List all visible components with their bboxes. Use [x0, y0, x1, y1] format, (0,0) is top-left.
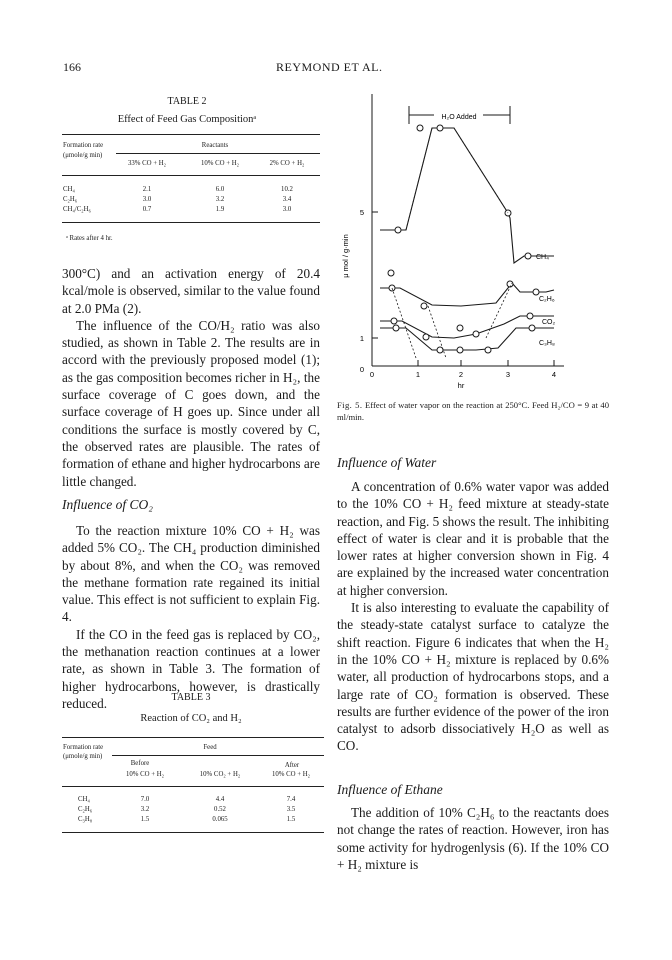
x-tick-label: 4 — [551, 370, 557, 379]
table-3-rowhead-unit: (μmole/g min) — [63, 753, 103, 760]
table-2-col-header: 33% CO + H₂ — [127, 160, 167, 167]
series-label-co2: CO₂ — [542, 319, 556, 326]
table-row-label: C₂H₆ — [63, 196, 78, 203]
table-3-col-header: 10% CO + H₂ — [271, 771, 311, 778]
series-c3h8-line — [380, 328, 554, 350]
x-tick-label: 1 — [415, 370, 421, 379]
x-tick-label: 3 — [505, 370, 511, 379]
table-row-label: C₃H₈ — [78, 816, 93, 823]
running-head: REYMOND ET AL. — [276, 60, 383, 74]
data-point-marker — [417, 125, 423, 131]
paragraph: To the reaction mixture 10% CO + H₂ was added 5% CO₂. The CH₄ production diminished by about 8%, and when the CO₂ was removed the methane formation rate regained its initial value. This effect is not sufficient to explain Fig. 4. — [62, 523, 320, 625]
paragraph: The addition of 10% C₂H₆ to the reactants does not change the rates of reaction. However, iron has some activity for hydrogenlysis (6). If the 10% CO + H₂ mixture is — [337, 805, 609, 872]
table-cell: 0.52 — [214, 806, 226, 813]
series-co2-line — [380, 316, 554, 338]
y-tick-label: 1 — [359, 334, 365, 343]
table-3-label: TABLE 3 — [171, 692, 211, 703]
table-row-label: CH₄/C₂H₆ — [63, 206, 91, 213]
table-cell: 3.5 — [286, 806, 296, 813]
section-heading-co2: Influence of CO₂ — [62, 497, 153, 512]
dashed-connector — [486, 283, 512, 338]
table-cell: 1.5 — [286, 816, 296, 823]
data-point-marker — [457, 325, 463, 331]
series-label-ch4: CH₄ — [536, 254, 549, 261]
table-3-group-head: Feed — [203, 744, 217, 751]
table-cell: 3.2 — [140, 806, 150, 813]
data-point-marker — [473, 331, 479, 337]
data-point-marker — [423, 334, 429, 340]
table-row-label: CH₄ — [78, 796, 90, 803]
section-heading-ethane: Influence of Ethane — [337, 782, 443, 797]
table-2-rowhead-unit: (μmole/g min) — [63, 152, 103, 159]
table-cell: 7.4 — [286, 796, 296, 803]
figure-5-caption — [337, 400, 609, 423]
water-added-annotation: H₂O Added — [441, 114, 477, 121]
table-cell: 10.2 — [281, 186, 293, 193]
table-2-label: TABLE 2 — [167, 96, 207, 107]
table-cell: 6.0 — [215, 186, 225, 193]
series-c2h6-line — [380, 283, 554, 306]
x-axis-label: hr — [457, 381, 465, 390]
series-label-c2h6: C₂H₆ — [539, 296, 555, 303]
table-cell: 0.065 — [212, 816, 228, 823]
table-3-col-header: 10% CO + H₂ — [125, 771, 165, 778]
table-2-group-head: Reactants — [201, 142, 229, 149]
data-point-marker — [393, 325, 399, 331]
table-row-label: C₂H₆ — [78, 806, 93, 813]
right-column-text-2 — [337, 804, 609, 873]
table-2-rowhead: Formation rate — [63, 142, 104, 149]
data-point-marker — [533, 289, 539, 295]
table-cell: 1.5 — [140, 816, 150, 823]
data-point-marker — [485, 347, 491, 353]
x-tick-label: 2 — [458, 370, 464, 379]
paragraph: If the CO in the feed gas is replaced by CO₂, the methanation reaction continues at a lower rate, as shown in Table 3. The formation of higher hydrocarbons, however, is drastically reduced. — [62, 626, 320, 711]
table-2-title: Effect of Feed Gas Compositionᵃ — [117, 114, 257, 125]
table-3-rowhead: Formation rate — [63, 744, 104, 751]
right-column-text-1 — [337, 478, 609, 755]
table-cell: 7.0 — [140, 796, 150, 803]
paragraph: It is also interesting to evaluate the capability of the steady-state catalyst surface to catalyze the shift reaction. Figure 6 indicates that when the H₂ in the 10% CO + H₂ mixture is replaced by 0.6% water, all production of hydrocarbons stops, and a large rate of CO₂ formation is observed. These results are further evidence of the power of the iron catalyst to adsorb dissociatively H₂O as well as CO. — [337, 600, 609, 754]
series-label-c3h8: C₃H₈ — [539, 340, 555, 347]
data-point-marker — [525, 253, 531, 259]
y-tick-label: 5 — [359, 208, 365, 217]
y-axis-label: μ mol / g·min — [341, 234, 350, 278]
table-3-sub-before: Before — [130, 760, 150, 767]
data-point-marker — [437, 125, 443, 131]
table-3-col-header: 10% CO₂ + H₂ — [199, 771, 241, 778]
table-2-footnote: ᵃ Rates after 4 hr. — [66, 235, 113, 242]
table-cell: 3.4 — [282, 196, 292, 203]
data-point-marker — [527, 313, 533, 319]
data-point-marker — [388, 270, 394, 276]
left-column-text-1 — [62, 265, 320, 490]
left-column-text-2 — [62, 522, 320, 712]
table-cell: 2.1 — [142, 186, 152, 193]
figure-5-caption-label: Fig. 5. — [337, 400, 363, 410]
table-3-sub-after: After — [284, 762, 300, 769]
y-origin-label: 0 — [359, 365, 365, 374]
section-heading-water: Influence of Water — [337, 455, 437, 470]
data-point-marker — [391, 318, 397, 324]
paragraph: A concentration of 0.6% water vapor was added to the 10% CO + H₂ feed mixture at steady-state reaction, and Fig. 5 shows the result. The inhibiting effect of water is clear and it is probable that the lower rates at higher conversion shown in Fig. 4 are explained by the increased water concentration at higher conversion. — [337, 479, 609, 598]
table-cell: 3.0 — [142, 196, 152, 203]
series-layer — [380, 125, 554, 358]
table-2-col-header: 10% CO + H₂ — [200, 160, 240, 167]
data-point-marker — [395, 227, 401, 233]
data-point-marker — [529, 325, 535, 331]
paragraph: The influence of the CO/H₂ ratio was also studied, as shown in Table 2. The results are in accord with the previously proposed model (1); as the gas composition becomes richer in H₂, the surface coverage of C goes down, and the surface coverage of H goes up. Since under all conditions the surface is mostly covered by C, the observed rates are plausible. The rates of formation of ethane and higher hydrocarbons are little changed. — [62, 317, 320, 489]
table-cell: 4.4 — [215, 796, 225, 803]
table-cell: 3.0 — [282, 206, 292, 213]
table-cell: 1.9 — [215, 206, 225, 213]
table-cell: 3.2 — [215, 196, 225, 203]
page-number: 166 — [63, 60, 81, 74]
data-point-marker — [457, 347, 463, 353]
table-2-col-header: 2% CO + H₂ — [269, 160, 305, 167]
data-point-marker — [507, 281, 513, 287]
table-3-title: Reaction of CO₂ and H₂ — [140, 713, 242, 724]
x-tick-label: 0 — [369, 370, 375, 379]
table-row-label: CH₄ — [63, 186, 75, 193]
data-point-marker — [421, 303, 427, 309]
figure-5-caption-text: Effect of water vapor on the reaction at 250°C. Feed H₂/CO = 9 at 40 ml/min. — [337, 400, 609, 422]
table-cell: 0.7 — [142, 206, 152, 213]
figure-5-graph — [336, 88, 612, 396]
paragraph: 300°C) and an activation energy of 20.4 kcal/mole is observed, similar to the value found at 2.0 PMa (2). — [62, 266, 320, 316]
